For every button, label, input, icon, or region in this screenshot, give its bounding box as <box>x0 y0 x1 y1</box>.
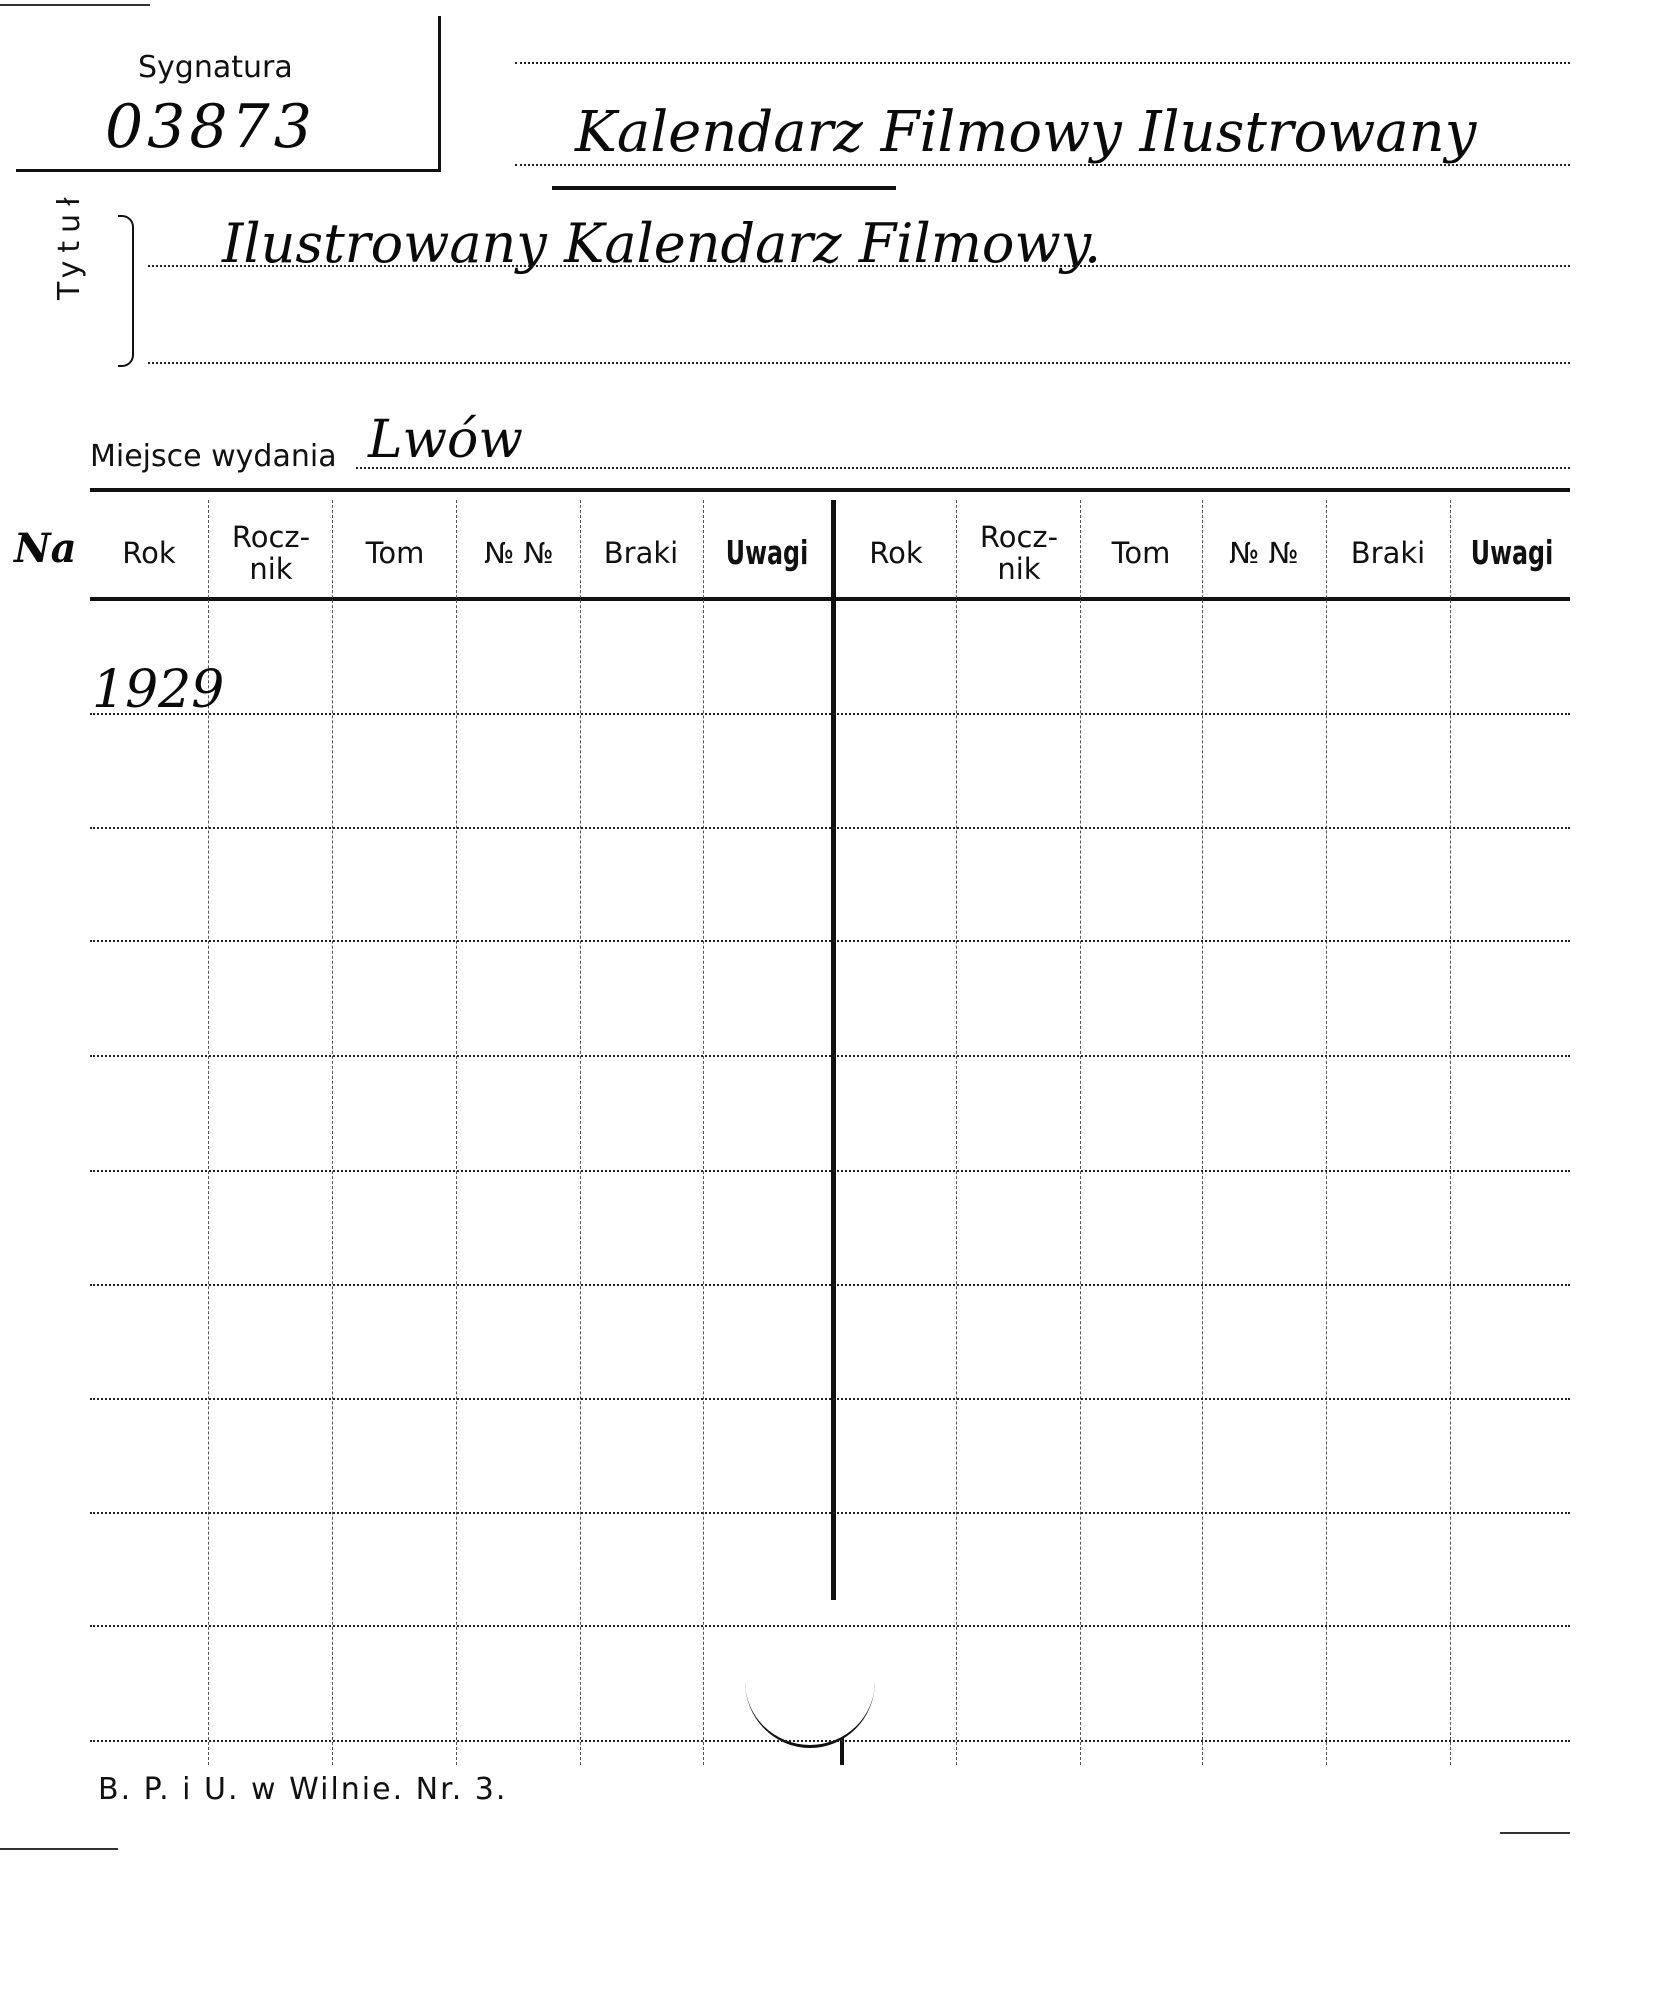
center-divider <box>831 500 836 1600</box>
title-brace <box>118 215 134 367</box>
col-divider <box>332 500 333 1765</box>
col-header-tom-right: Tom <box>1111 535 1171 570</box>
col-divider <box>580 500 581 1765</box>
row-line <box>90 1625 1570 1627</box>
col-header-rocznik-left: Rocz- nik <box>231 519 311 586</box>
place-value: Lwów <box>368 410 523 470</box>
col-divider <box>456 500 457 1765</box>
title-underline <box>552 186 896 190</box>
col-header-uwagi-left: Uwagi <box>725 532 809 572</box>
col-header-braki-left: Braki <box>603 535 679 570</box>
signature-number: 03873 <box>105 92 316 162</box>
row-number-marker: Na <box>14 525 77 572</box>
title-dotted-line-top <box>515 62 1570 64</box>
edge-mark <box>1500 1832 1570 1834</box>
table-top-rule <box>90 488 1570 492</box>
title-line-2: Ilustrowany Kalendarz Filmowy. <box>222 212 1102 275</box>
signature-box-bottom-border <box>16 169 441 172</box>
place-dotted-line <box>356 467 1570 469</box>
row-line <box>90 1284 1570 1286</box>
edge-mark <box>0 4 150 6</box>
title-dotted-line-3 <box>148 362 1570 364</box>
title-line-1: Kalendarz Filmowy Ilustrowany <box>575 100 1477 165</box>
row-line <box>90 1398 1570 1400</box>
col-header-braki-right: Braki <box>1350 535 1426 570</box>
col-header-rok-right: Rok <box>869 535 923 570</box>
col-header-numbers-right: № № <box>1229 535 1299 570</box>
row-line <box>90 827 1570 829</box>
col-divider <box>1450 500 1451 1765</box>
entry-rok: 1929 <box>92 660 225 720</box>
col-header-rok-left: Rok <box>122 535 176 570</box>
signature-label: Sygnatura <box>138 50 293 85</box>
title-dotted-line-2 <box>148 265 1570 267</box>
col-header-rocznik-right: Rocz- nik <box>979 519 1059 586</box>
col-header-numbers-left: № № <box>484 535 554 570</box>
col-divider <box>1326 500 1327 1765</box>
row-line <box>90 1740 1570 1742</box>
col-header-tom-left: Tom <box>365 535 425 570</box>
printer-imprint: B. P. i U. w Wilnie. Nr. 3. <box>98 1772 508 1807</box>
col-divider <box>956 500 957 1765</box>
place-label: Miejsce wydania <box>90 439 337 474</box>
row-line <box>90 1512 1570 1514</box>
row-line <box>90 940 1570 942</box>
title-label: Tytuł <box>52 189 87 300</box>
row-line <box>90 713 1570 715</box>
col-divider <box>1202 500 1203 1765</box>
col-divider <box>703 500 704 1765</box>
col-divider <box>1080 500 1081 1765</box>
col-header-uwagi-right: Uwagi <box>1470 532 1554 572</box>
signature-box-right-border <box>438 16 441 171</box>
row-line <box>90 1170 1570 1172</box>
row-line <box>90 1055 1570 1057</box>
punch-hole <box>745 1615 875 1748</box>
edge-mark <box>0 1848 118 1850</box>
